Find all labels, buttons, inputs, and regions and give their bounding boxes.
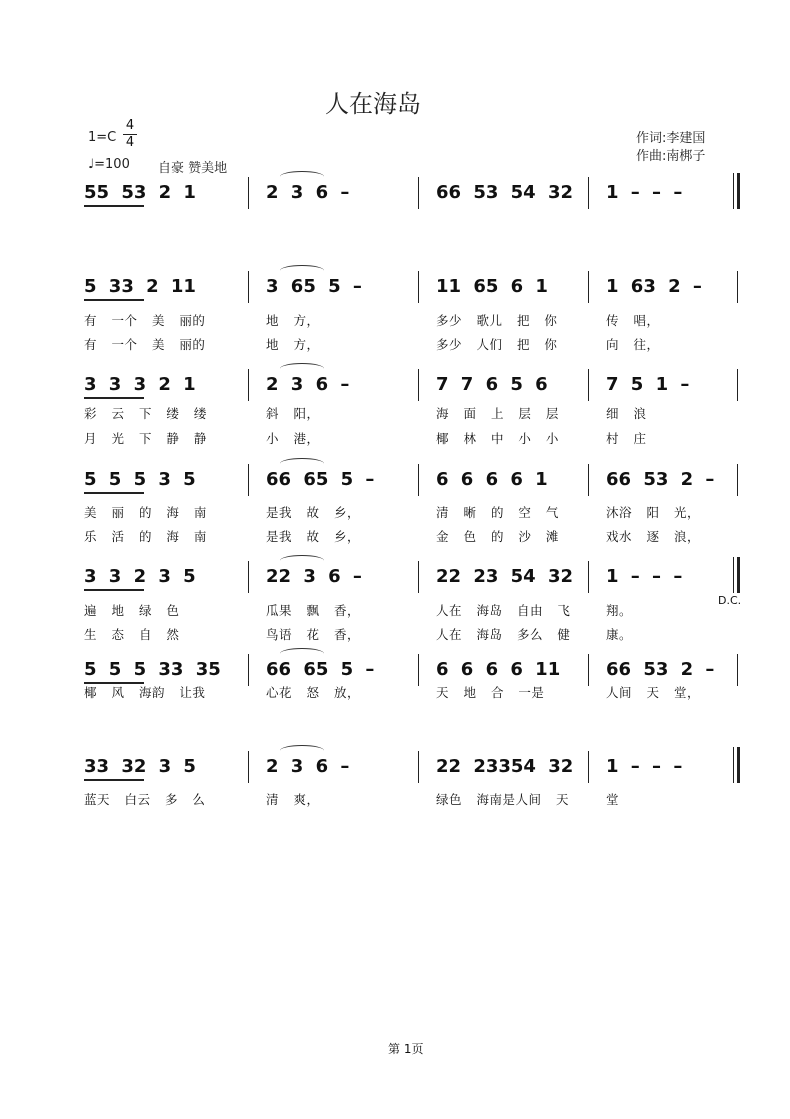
barline bbox=[588, 369, 589, 401]
barline bbox=[418, 271, 419, 303]
lyric-text: 人在 海岛 多么 健 bbox=[436, 627, 571, 642]
lyric-text: 是我 故 乡， bbox=[266, 529, 360, 544]
slur-mark bbox=[280, 458, 324, 469]
lyric-text: 心花 怒 放， bbox=[266, 685, 360, 700]
final-barline bbox=[737, 747, 740, 783]
lyric-text: 鸟语 花 香， bbox=[266, 627, 360, 642]
barline bbox=[248, 561, 249, 593]
measure-notes: 22 23354 32 bbox=[436, 756, 574, 777]
dc-marking: D.C. bbox=[718, 594, 742, 607]
measure-notes: 1 63 2 – bbox=[606, 276, 702, 297]
slur-mark bbox=[280, 745, 324, 756]
lyric-text: 彩 云 下 缕 缕 bbox=[84, 406, 207, 421]
staff-row bbox=[0, 374, 790, 446]
page-number: 第 1页 bbox=[388, 1042, 424, 1056]
lyric-text: 椰 风 海韵 让我 bbox=[84, 685, 206, 700]
lyric-text: 多少 歌儿 把 你 bbox=[436, 313, 558, 328]
lyric-text: 金 色 的 沙 滩 bbox=[436, 529, 559, 544]
measure-notes: 22 3 6 – bbox=[266, 566, 362, 587]
final-barline-thin bbox=[733, 747, 734, 783]
measure-notes: 1 – – – bbox=[606, 566, 683, 587]
staff-row bbox=[0, 183, 790, 243]
measure-notes: 7 5 1 – bbox=[606, 374, 690, 395]
barline bbox=[737, 464, 738, 496]
measure-notes: 3 3 3 2 1 bbox=[84, 374, 196, 395]
measure-notes: 2 3 6 – bbox=[266, 756, 350, 777]
staff-row bbox=[0, 660, 790, 720]
staff-row bbox=[0, 469, 790, 544]
slur-mark bbox=[280, 363, 324, 374]
lyric-text: 有 一个 美 丽的 bbox=[84, 313, 206, 328]
beam-line bbox=[84, 682, 144, 684]
lyric-text: 地 方， bbox=[266, 313, 320, 328]
slur-mark bbox=[280, 648, 324, 659]
lyric-text: 康。 bbox=[606, 627, 633, 642]
measure-notes: 5 5 5 3 5 bbox=[84, 469, 196, 490]
measure-notes: 3 3 2 3 5 bbox=[84, 566, 196, 587]
lyric-text: 小 港， bbox=[266, 431, 320, 446]
barline bbox=[737, 654, 738, 686]
barline bbox=[737, 271, 738, 303]
barline bbox=[248, 464, 249, 496]
measure-notes: 2 3 6 – bbox=[266, 374, 350, 395]
measure-notes: 3 65 5 – bbox=[266, 276, 362, 297]
lyric-text: 海 面 上 层 层 bbox=[436, 406, 559, 421]
lyric-text: 传 唱， bbox=[606, 313, 660, 328]
measure-notes: 1 – – – bbox=[606, 182, 683, 203]
lyric-text: 沐浴 阳 光， bbox=[606, 505, 700, 520]
lyric-text: 椰 林 中 小 小 bbox=[436, 431, 559, 446]
beam-line bbox=[84, 492, 144, 494]
lyric-text: 遍 地 绿 色 bbox=[84, 603, 180, 618]
lyric-text: 向 往， bbox=[606, 337, 660, 352]
barline bbox=[588, 654, 589, 686]
staff-row bbox=[0, 757, 790, 817]
lyric-text: 人间 天 堂， bbox=[606, 685, 700, 700]
final-barline-thin bbox=[733, 557, 734, 593]
measure-notes: 1 – – – bbox=[606, 756, 683, 777]
barline bbox=[418, 751, 419, 783]
slur-mark bbox=[280, 265, 324, 276]
barline bbox=[588, 751, 589, 783]
final-barline-thin bbox=[733, 173, 734, 209]
measure-notes: 55 53 2 1 bbox=[84, 182, 196, 203]
lyric-text: 村 庄 bbox=[606, 431, 647, 446]
barline bbox=[418, 177, 419, 209]
time-bottom: 4 bbox=[123, 134, 137, 151]
barline bbox=[588, 177, 589, 209]
lyric-text: 天 地 合 一是 bbox=[436, 685, 545, 700]
beam-line bbox=[84, 299, 144, 301]
key-signature: 1=C bbox=[88, 130, 117, 145]
barline bbox=[418, 561, 419, 593]
barline bbox=[418, 369, 419, 401]
lyric-text: 有 一个 美 丽的 bbox=[84, 337, 206, 352]
lyric-text: 是我 故 乡， bbox=[266, 505, 360, 520]
barline bbox=[418, 654, 419, 686]
lyric-text: 绿色 海南是人间 天 bbox=[436, 792, 569, 807]
measure-notes: 66 65 5 – bbox=[266, 659, 375, 680]
measure-notes: 6 6 6 6 11 bbox=[436, 659, 561, 680]
lyricist-credit: 作词:李建国 bbox=[636, 131, 706, 146]
lyric-text: 清 晰 的 空 气 bbox=[436, 505, 559, 520]
lyric-text: 蓝天 白云 多 么 bbox=[84, 792, 206, 807]
lyric-text: 斜 阳， bbox=[266, 406, 320, 421]
barline bbox=[588, 561, 589, 593]
lyric-text: 月 光 下 静 静 bbox=[84, 431, 207, 446]
lyric-text: 人在 海岛 自由 飞 bbox=[436, 603, 571, 618]
final-barline bbox=[737, 557, 740, 593]
lyric-text: 美 丽 的 海 南 bbox=[84, 505, 207, 520]
lyric-text: 瓜果 飘 香， bbox=[266, 603, 360, 618]
tempo-marking: ♩=100 bbox=[88, 157, 130, 172]
barline bbox=[248, 177, 249, 209]
beam-line bbox=[84, 205, 144, 207]
measure-notes: 66 53 2 – bbox=[606, 469, 715, 490]
slur-mark bbox=[280, 171, 324, 182]
lyric-text: 堂 bbox=[606, 792, 620, 807]
barline bbox=[418, 464, 419, 496]
lyric-text: 翔。 bbox=[606, 603, 633, 618]
barline bbox=[248, 654, 249, 686]
measure-notes: 11 65 6 1 bbox=[436, 276, 548, 297]
staff-row bbox=[0, 276, 790, 352]
barline bbox=[248, 369, 249, 401]
song-title: 人在海岛 bbox=[325, 90, 421, 118]
measure-notes: 33 32 3 5 bbox=[84, 756, 196, 777]
lyric-text: 多少 人们 把 你 bbox=[436, 337, 558, 352]
time-top: 4 bbox=[125, 118, 135, 133]
staff-row bbox=[0, 566, 790, 642]
lyric-text: 乐 活 的 海 南 bbox=[84, 529, 207, 544]
beam-line bbox=[84, 589, 144, 591]
measure-notes: 66 53 2 – bbox=[606, 659, 715, 680]
lyric-text: 生 态 自 然 bbox=[84, 627, 180, 642]
final-barline bbox=[737, 173, 740, 209]
lyric-text: 清 爽， bbox=[266, 792, 320, 807]
time-signature bbox=[123, 118, 137, 151]
beam-line bbox=[84, 397, 144, 399]
lyric-text: 地 方， bbox=[266, 337, 320, 352]
measure-notes: 2 3 6 – bbox=[266, 182, 350, 203]
measure-notes: 6 6 6 6 1 bbox=[436, 469, 548, 490]
composer-credit: 作曲:南梆子 bbox=[636, 149, 706, 164]
barline bbox=[588, 464, 589, 496]
slur-mark bbox=[280, 555, 324, 566]
barline bbox=[248, 271, 249, 303]
beam-line bbox=[84, 779, 144, 781]
lyric-text: 细 浪 bbox=[606, 406, 647, 421]
measure-notes: 5 5 5 33 35 bbox=[84, 659, 221, 680]
lyric-text: 戏水 逐 浪， bbox=[606, 529, 700, 544]
measure-notes: 66 53 54 32 bbox=[436, 182, 573, 203]
measure-notes: 22 23 54 32 bbox=[436, 566, 573, 587]
barline bbox=[737, 369, 738, 401]
measure-notes: 7 7 6 5 6 bbox=[436, 374, 548, 395]
measure-notes: 5 33 2 11 bbox=[84, 276, 196, 297]
barline bbox=[248, 751, 249, 783]
measure-notes: 66 65 5 – bbox=[266, 469, 375, 490]
expression-marking: 自豪 赞美地 bbox=[158, 161, 228, 176]
barline bbox=[588, 271, 589, 303]
